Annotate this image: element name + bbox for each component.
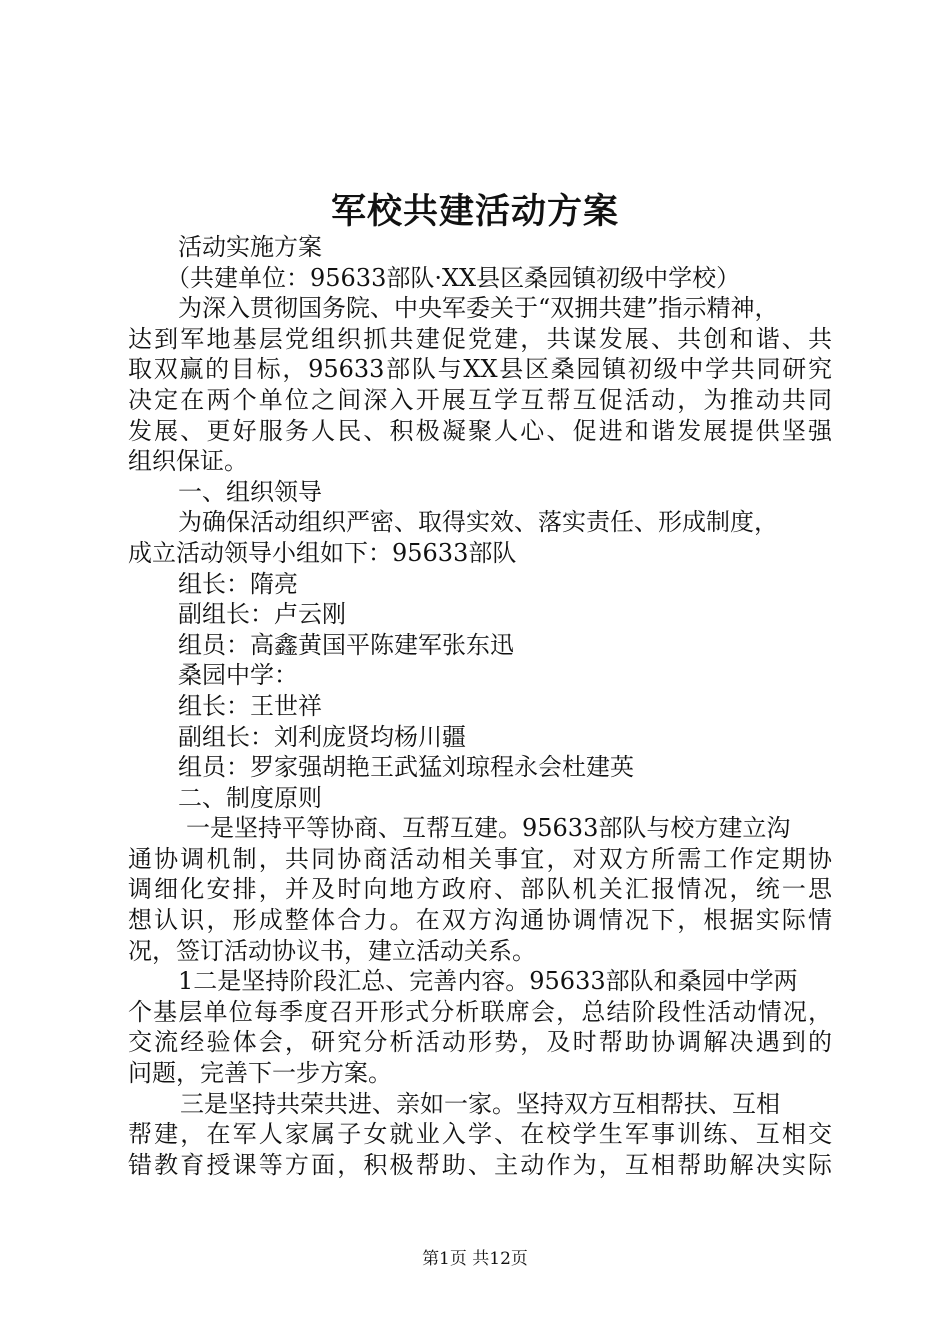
paragraph-line: 组员：高鑫黄国平陈建军张东迅 [178, 630, 514, 659]
paragraph-line: 为确保活动组织严密、取得实效、落实责任、形成制度， [178, 508, 778, 537]
paragraph-line: 1二是坚持阶段汇总、完善内容。95633部队和桑园中学两 [178, 967, 798, 996]
paragraph-line: 一是坚持平等协商、互帮互建。95633部队与校方建立沟 [186, 814, 791, 843]
document-body [128, 232, 832, 1180]
paragraph-line: 取双赢的目标，95633部队与XX县区桑园镇初级中学共同研究 [128, 355, 832, 384]
paragraph-line: 副组长：卢云刚 [178, 600, 346, 629]
paragraph-line: 副组长：刘利庞贤均杨川疆 [178, 722, 466, 751]
paragraph-line: 通协调机制，共同协商活动相关事宜，对双方所需工作定期协 [128, 844, 832, 873]
paragraph-line: 发展、更好服务人民、积极凝聚人心、促进和谐发展提供坚强 [128, 416, 832, 445]
paragraph-line: 活动实施方案 [178, 233, 322, 261]
paragraph-line: 组织保证。 [128, 447, 248, 476]
paragraph-line: 个基层单位每季度召开形式分析联席会，总结阶段性活动情况， [128, 997, 832, 1026]
paragraph-line: 达到军地基层党组织抓共建促党建，共谋发展、共创和谐、共 [128, 324, 832, 353]
paragraph-line: 为深入贯彻国务院、中央军委关于“双拥共建”指示精神， [178, 294, 779, 323]
paragraph-line: 三是坚持共荣共进、亲如一家。坚持双方互相帮扶、互相 [180, 1089, 780, 1118]
section-heading: 二、制度原则 [178, 783, 322, 812]
paragraph-line: 错教育授课等方面，积极帮助、主动作为，互相帮助解决实际 [128, 1150, 832, 1179]
paragraph-line: 想认识，形成整体合力。在双方沟通协调情况下，根据实际情 [128, 906, 832, 935]
paragraph-line: 况，签订活动协议书，建立活动关系。 [128, 936, 536, 965]
paragraph-line: 问题，完善下一步方案。 [128, 1059, 392, 1088]
paragraph-line: 组长：王世祥 [178, 691, 322, 720]
paragraph-line: 调细化安排，并及时向地方政府、部队机关汇报情况，统一思 [128, 875, 832, 904]
paragraph-line: 帮建，在军人家属子女就业入学、在校学生军事训练、互相交 [128, 1120, 832, 1149]
paragraph-line: 组员：罗家强胡艳王武猛刘琼程永会杜建英 [178, 753, 634, 782]
page-number-footer: 第1页 共12页 [422, 1249, 528, 1269]
paragraph-line: 成立活动领导小组如下：95633部队 [128, 538, 517, 567]
paragraph-line: 组长：隋亮 [178, 569, 298, 598]
paragraph-line: （共建单位：95633部队·XX县区桑园镇初级中学校） [166, 263, 741, 292]
paragraph-line: 交流经验体会，研究分析活动形势，及时帮助协调解决遇到的 [128, 1028, 832, 1057]
section-heading: 一、组织领导 [178, 477, 322, 506]
paragraph-line: 桑园中学： [178, 661, 298, 690]
document-title: 军校共建活动方案 [330, 191, 619, 232]
paragraph-line: 决定在两个单位之间深入开展互学互帮互促活动，为推动共同 [128, 385, 832, 414]
